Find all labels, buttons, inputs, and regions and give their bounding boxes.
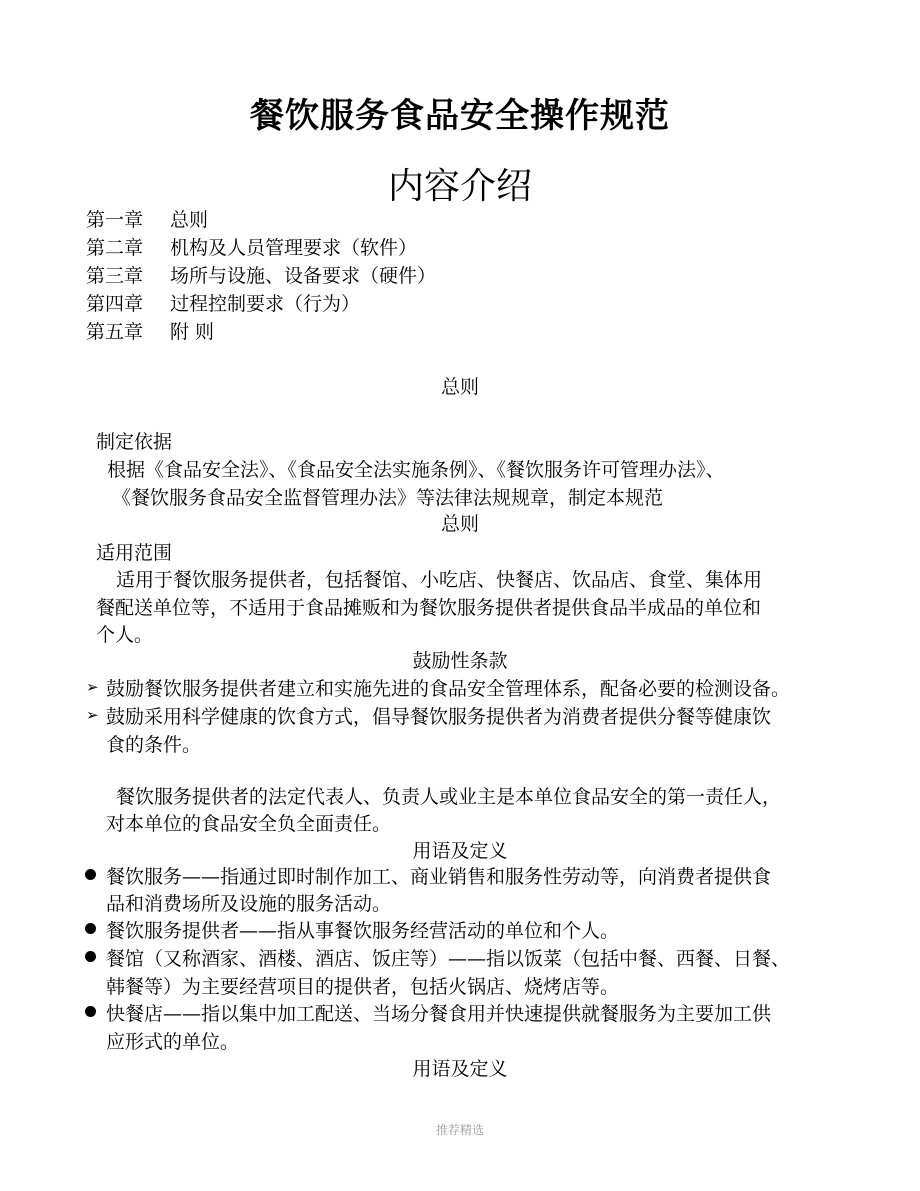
section-heading-encourage: 鼓励性条款 <box>412 650 508 672</box>
label-scope: 适用范围 <box>96 542 173 564</box>
toc-chapter: 第五章 <box>86 321 144 343</box>
toc-chapter: 第三章 <box>86 265 144 287</box>
term-1-line-1: 餐饮服务——指通过即时制作加工、商业销售和服务性劳动等，向消费者提供食 <box>106 866 772 888</box>
term-1-line-2: 品和消费场所及设施的服务活动。 <box>106 893 392 915</box>
scope-line-2: 餐配送单位等，不适用于食品摊贩和为餐饮服务提供者提供食品半成品的单位和 <box>96 597 762 619</box>
arrow-bullet-icon: ➢ <box>86 706 99 724</box>
encourage-bullet-1: 鼓励餐饮服务提供者建立和实施先进的食品安全管理体系，配备必要的检测设备。 <box>106 678 791 700</box>
bullet-dot-icon <box>85 869 96 880</box>
label-basis: 制定依据 <box>96 431 173 453</box>
toc-item <box>86 234 436 262</box>
toc-chapter: 第一章 <box>86 209 144 231</box>
toc-item <box>86 206 436 234</box>
encourage-bullet-2-line-1: 鼓励采用科学健康的饮食方式，倡导餐饮服务提供者为消费者提供分餐等健康饮 <box>106 706 772 728</box>
term-4-line-2: 应形式的单位。 <box>106 1031 240 1053</box>
section-heading-terms-2: 用语及定义 <box>412 1058 508 1080</box>
term-3-line-1: 餐馆（又称酒家、酒楼、酒店、饭庄等）——指以饭菜（包括中餐、西餐、日餐、 <box>106 948 791 970</box>
toc-chapter: 第二章 <box>86 237 144 259</box>
responsibility-line-2: 对本单位的食品安全负全面责任。 <box>106 813 392 835</box>
scope-line-3: 个人。 <box>96 624 154 646</box>
responsibility-line-1: 餐饮服务提供者的法定代表人、负责人或业主是本单位食品安全的第一责任人， <box>116 786 782 808</box>
bullet-dot-icon <box>85 951 96 962</box>
toc-chapter: 第四章 <box>86 293 144 315</box>
toc-name: 附 则 <box>170 321 215 343</box>
term-4-line-1: 快餐店——指以集中加工配送、当场分餐食用并快速提供就餐服务为主要加工供 <box>106 1003 772 1025</box>
page-footer: 推荐精选 <box>435 1123 484 1137</box>
toc-item <box>86 318 436 346</box>
toc-name: 机构及人员管理要求（软件） <box>170 237 418 259</box>
section-heading-general: 总则 <box>440 376 479 398</box>
section-heading-general-2: 总则 <box>440 513 479 535</box>
section-heading-terms: 用语及定义 <box>412 840 508 862</box>
bullet-dot-icon <box>85 1006 96 1017</box>
arrow-bullet-icon: ➢ <box>86 678 99 696</box>
document-title: 餐饮服务食品安全操作规范 <box>250 96 670 136</box>
term-2-line-1: 餐饮服务提供者——指从事餐饮服务经营活动的单位和个人。 <box>106 920 620 942</box>
term-3-line-2: 韩餐等）为主要经营项目的提供者，包括火锅店、烧烤店等。 <box>106 976 620 998</box>
scope-line-1: 适用于餐饮服务提供者，包括餐馆、小吃店、快餐店、饮品店、食堂、集体用 <box>116 569 763 591</box>
toc-name: 总则 <box>170 209 209 231</box>
document-subtitle: 内容介绍 <box>387 166 532 207</box>
toc-name: 场所与设施、设备要求（硬件） <box>170 265 437 287</box>
basis-line-1: 根据《食品安全法》、《食品安全法实施条例》、《餐饮服务许可管理办法》、 <box>107 459 725 481</box>
basis-line-2: 《餐饮服务食品安全监督管理办法》等法律法规规章，制定本规范 <box>112 487 664 509</box>
toc-name: 过程控制要求（行为） <box>170 293 361 315</box>
toc-item <box>86 262 436 290</box>
bullet-dot-icon <box>85 923 96 934</box>
table-of-contents <box>86 206 436 346</box>
toc-item <box>86 290 436 318</box>
encourage-bullet-2-line-2: 食的条件。 <box>106 734 202 756</box>
